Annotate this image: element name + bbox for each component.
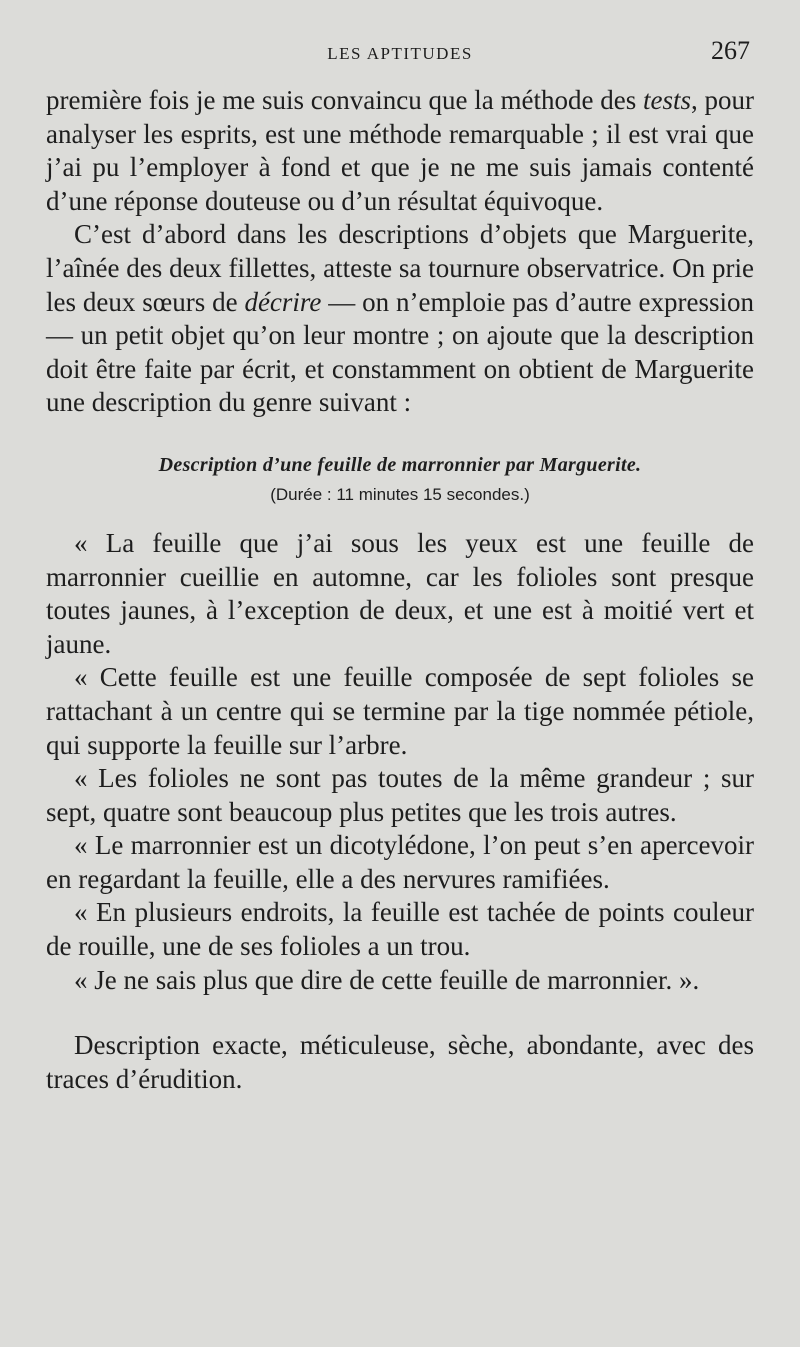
quote-paragraph: « En plusieurs endroits, la feuille est tachée de points couleur de rouille, une de ses folioles a un trou. — [46, 897, 754, 962]
description-text-start: C’est d’abord dans les descriptions d’objets que Marguerite, l’aînée des deux fillettes, atteste sa tournure observatrice. On prie les deux sœurs de — [46, 219, 754, 317]
decrire-italic: décrire — [244, 286, 322, 317]
quote-paragraph: « Cette feuille est une feuille composée de sept folioles se rattachant à un centre qui se termine par la tige nommée pétiole, qui supporte la feuille sur l’arbre. — [46, 662, 754, 760]
description-text-end: — on n’emploie pas d’autre expression — un petit objet qu’on leur montre ; on ajoute que la description doit être faite par écrit, et constamment on obtient de Marguerite une description du genre suivant : — [46, 286, 754, 418]
section-caption: Description d’une feuille de marronnier par Marguerite. — [158, 453, 642, 476]
quote-paragraph: « Le marronnier est un dicotylédone, l’on peut s’en apercevoir en regardant la feuille, elle a des nervures ramifiées. — [46, 830, 754, 894]
quote-paragraph: « La feuille que j’ai sous les yeux est une feuille de marronnier cueillie en automne, car les folioles sont presque toutes jaunes, à l’exception de deux, et une est à moitié vert et jaune. — [46, 527, 754, 659]
tests-italic: tests — [642, 85, 691, 115]
page-number: 267 — [711, 36, 750, 65]
intro-text-start: première fois je me suis convaincu que la méthode des — [46, 85, 643, 115]
intro-text-end: , pour analyser les esprits, est une méthode remarquable ; il est vrai que j’ai pu l’employer à fond et que je ne me suis jamais contenté d’une réponse douteuse ou d’un résultat équivoque. — [46, 85, 754, 216]
quote-paragraph: « Les folioles ne sont pas toutes de la même grandeur ; sur sept, quatre sont beaucoup plus petites que les trois autres. — [46, 763, 754, 827]
duration-note: (Durée : 11 minutes 15 secondes.) — [270, 484, 530, 504]
running-title: LES APTITUDES — [327, 44, 473, 63]
description-paragraph — [46, 218, 754, 420]
page-header — [46, 0, 754, 84]
intro-paragraph — [46, 84, 754, 218]
quote-paragraph: « Je ne sais plus que dire de cette feuille de marronnier. ». — [74, 964, 700, 995]
conclusion-paragraph: Description exacte, méticuleuse, sèche, abondante, avec des traces d’érudition. — [46, 1030, 754, 1094]
